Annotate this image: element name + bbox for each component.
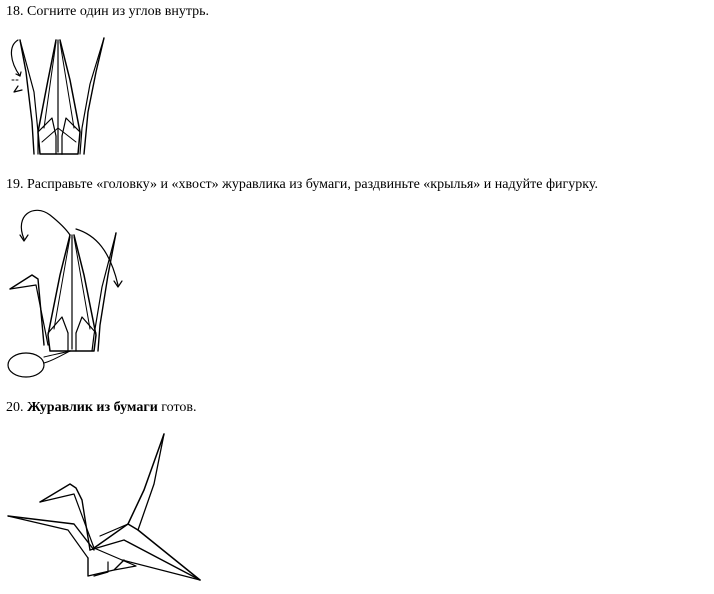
step-19-text <box>6 177 598 193</box>
step-20-crane-diagram <box>4 430 209 585</box>
step-18-instruction: Согните один из углов внутрь. <box>27 4 210 19</box>
step-19-diagram <box>4 205 134 385</box>
step-20-instruction: готов. <box>161 400 197 415</box>
step-19-number: 19. <box>6 177 24 192</box>
step-18-text <box>6 4 209 20</box>
step-18-diagram <box>4 32 114 162</box>
step-19-instruction: Расправьте «головку» и «хвост» журавлика из бумаги, раздвиньте «крылья» и надуйте фигурку. <box>27 177 598 192</box>
step-20-text <box>6 400 197 416</box>
step-20-bold-title: Журавлик из бумаги <box>27 400 158 415</box>
step-18-number: 18. <box>6 4 24 19</box>
step-20-number: 20. <box>6 400 24 415</box>
